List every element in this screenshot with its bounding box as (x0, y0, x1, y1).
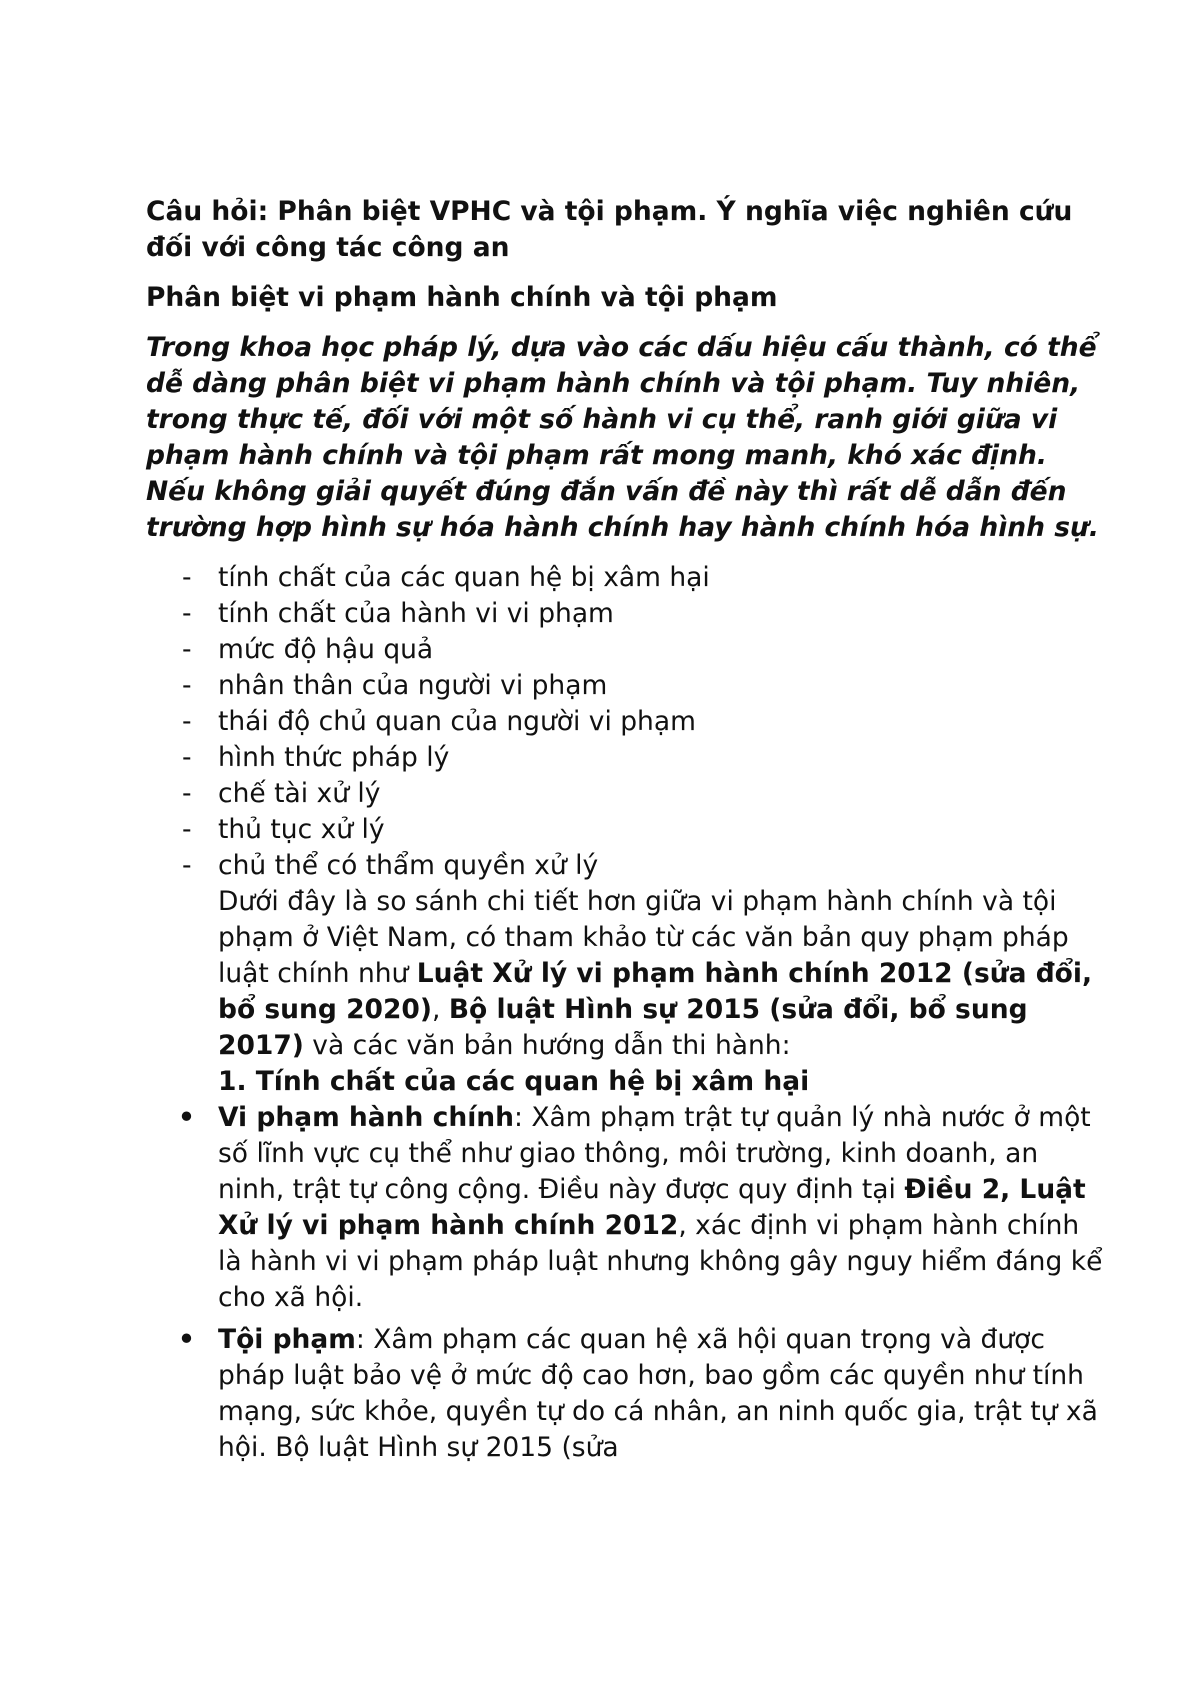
comparison-bullet-list (146, 1100, 1106, 1466)
list-item (146, 704, 1106, 740)
law-article-reference: Điều 2, Luật Xử lý vi phạm hành chính 2012 (218, 1174, 1086, 1241)
list-item (146, 812, 1106, 848)
dash-marker: - (182, 814, 192, 845)
list-item (146, 1100, 1106, 1316)
list-item (146, 776, 1106, 812)
document-body (146, 194, 1106, 1472)
list-item-text: tính chất của hành vi vi phạm (218, 598, 614, 629)
law-reference-admin: Luật Xử lý vi phạm hành chính 2012 (sửa đổi, bổ sung 2020) (218, 958, 1093, 1025)
dash-marker: - (182, 634, 192, 665)
list-item-text: hình thức pháp lý (218, 742, 450, 773)
section-1-heading: 1. Tính chất của các quan hệ bị xâm hại (218, 1066, 810, 1097)
list-item-text: tính chất của các quan hệ bị xâm hại (218, 562, 710, 593)
bullet-term: Vi phạm hành chính (218, 1102, 515, 1133)
dash-marker: - (182, 742, 192, 773)
list-item (146, 848, 1106, 884)
bullet-term: Tội phạm (218, 1324, 356, 1355)
dash-marker: - (182, 706, 192, 737)
list-item-text: nhân thân của người vi phạm (218, 670, 608, 701)
comparison-intro-separator: , (431, 994, 449, 1025)
bullet-text: : Xâm phạm các quan hệ xã hội quan trọng và được pháp luật bảo vệ ở mức độ cao hơn, bao gồm các quyền như tính mạng, sức khỏe, quyền tự do cá nhân, an ninh quốc gia, trật tự xã hội. Bộ luật Hình sự 2015 (sửa (218, 1324, 1098, 1463)
list-item-text: thủ tục xử lý (218, 814, 385, 845)
dash-marker: - (182, 562, 192, 593)
bullet-marker: • (178, 1102, 195, 1133)
list-item (146, 1322, 1106, 1466)
bullet-text-tail: , xác định vi phạm hành chính là hành vi vi phạm pháp luật nhưng không gây nguy hiểm đáng kể cho xã hội. (218, 1210, 1103, 1313)
section-subheading: Phân biệt vi phạm hành chính và tội phạm (146, 282, 778, 313)
list-item (146, 740, 1106, 776)
question-title: Câu hỏi: Phân biệt VPHC và tội phạm. Ý nghĩa việc nghiên cứu đối với công tác công an (146, 196, 1073, 263)
bullet-marker: • (178, 1324, 195, 1355)
list-item (146, 596, 1106, 632)
list-item-text: thái độ chủ quan của người vi phạm (218, 706, 696, 737)
comparison-intro-tail: và các văn bản hướng dẫn thi hành: (303, 1030, 791, 1061)
dash-marker: - (182, 598, 192, 629)
list-item-text: mức độ hậu quả (218, 634, 434, 665)
list-item (146, 668, 1106, 704)
comparison-intro-paragraph (146, 884, 1106, 1064)
dash-marker: - (182, 778, 192, 809)
dash-marker: - (182, 670, 192, 701)
comparison-intro-text: Dưới đây là so sánh chi tiết hơn giữa vi phạm hành chính và tội phạm ở Việt Nam, có tham khảo từ các văn bản quy phạm pháp luật chính như (218, 886, 1069, 989)
bullet-text: : Xâm phạm trật tự quản lý nhà nước ở một số lĩnh vực cụ thể như giao thông, môi trường, kinh doanh, an ninh, trật tự công cộng. Điều này được quy định tại (218, 1102, 1091, 1205)
list-item (146, 560, 1106, 596)
list-item-text: chế tài xử lý (218, 778, 381, 809)
criteria-list (146, 560, 1106, 884)
law-reference-criminal: Bộ luật Hình sự 2015 (sửa đổi, bổ sung 2017) (218, 994, 1028, 1061)
intro-paragraph: Trong khoa học pháp lý, dựa vào các dấu hiệu cấu thành, có thể dễ dàng phân biệt vi phạm hành chính và tội phạm. Tuy nhiên, trong thực tế, đối với một số hành vi cụ thể, ranh giới giữa vi phạm hành chính và tội phạm rất mong manh, khó xác định. Nếu không giải quyết đúng đắn vấn đề này thì rất dễ dẫn đến trường hợp hình sự hóa hành chính hay hành chính hóa hình sự. (146, 332, 1099, 543)
list-item-text: chủ thể có thẩm quyền xử lý (218, 850, 599, 881)
dash-marker: - (182, 850, 192, 881)
list-item (146, 632, 1106, 668)
